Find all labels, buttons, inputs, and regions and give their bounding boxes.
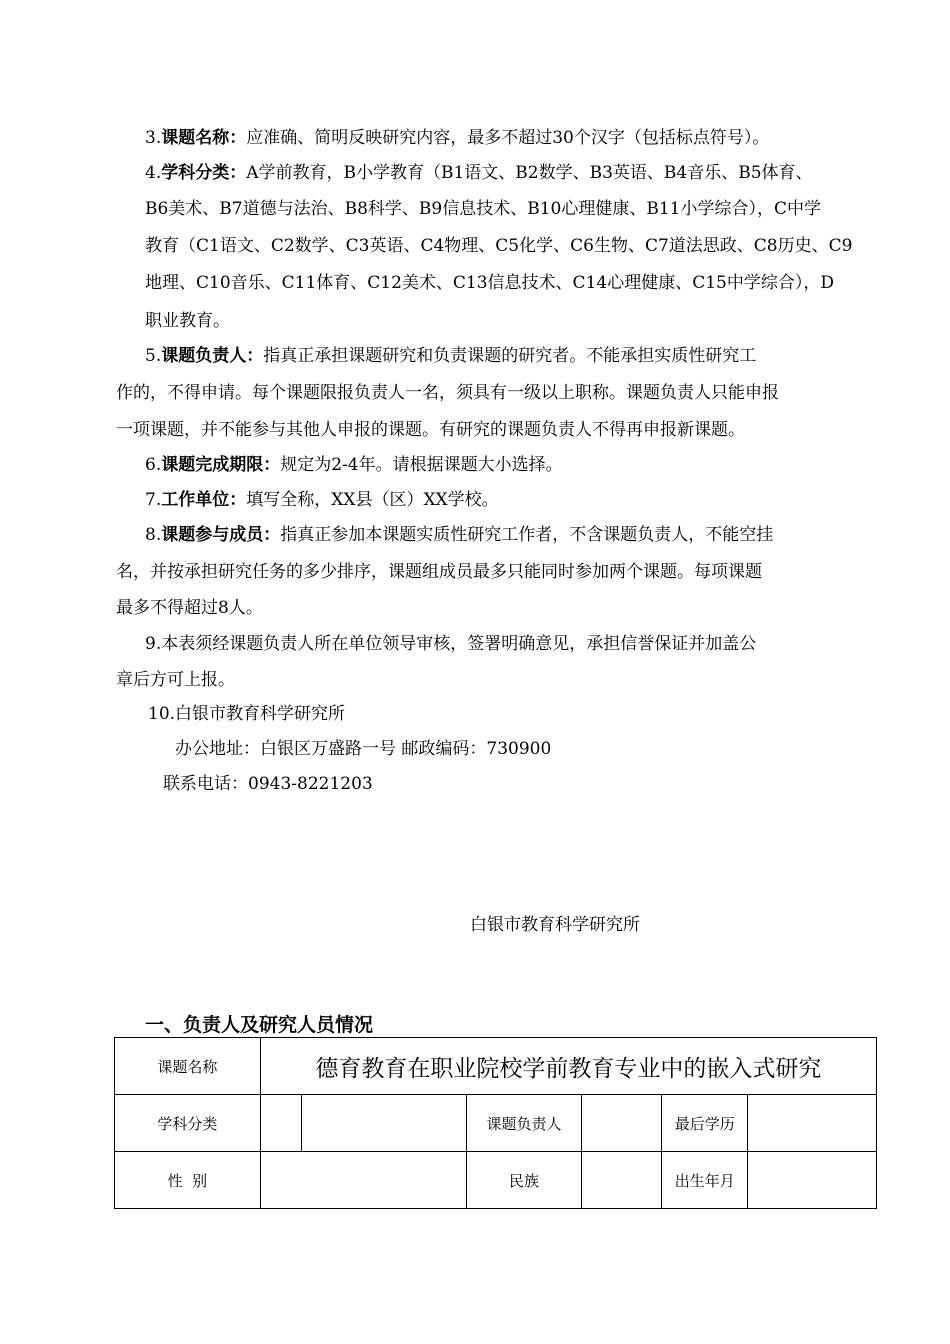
- education-label: 最后学历: [662, 1095, 748, 1152]
- ethnicity-value-field[interactable]: [582, 1152, 662, 1209]
- gender-label: 性 别: [115, 1152, 261, 1209]
- note-4-line3: 教育（C1语文、C2数学、C3英语、C4物理、C5化学、C6生物、C7道法思政、C8历史、C9: [145, 236, 853, 256]
- note-5-line2: 作的，不得申请。每个课题限报负责人一名，须具有一级以上职称。课题负责人只能申报: [116, 383, 779, 403]
- birth-value-field[interactable]: [748, 1152, 877, 1209]
- subject-value-field[interactable]: [301, 1095, 466, 1152]
- office-address: 办公地址：白银区万盛路一号 邮政编码：730900: [175, 739, 552, 759]
- note-5-line3: 一项课题，并不能参与其他人申报的课题。有研究的课题负责人不得再申报新课题。: [116, 420, 745, 440]
- leader-value-field[interactable]: [582, 1095, 662, 1152]
- subject-code-field[interactable]: [260, 1095, 301, 1152]
- note-8-line3: 最多不得超过8人。: [116, 598, 263, 618]
- note-4-line4: 地理、C10音乐、C11体育、C12美术、C13信息技术、C14心理健康、C15中学综合），D: [145, 273, 834, 293]
- project-name-value[interactable]: 德育教育在职业院校学前教育专业中的嵌入式研究: [260, 1038, 876, 1095]
- gender-value-field[interactable]: [260, 1152, 466, 1209]
- project-name-label: 课题名称: [115, 1038, 261, 1095]
- note-7: 7.工作单位：填写全称，XX县（区）XX学校。: [145, 490, 499, 510]
- ethnicity-label: 民族: [466, 1152, 582, 1209]
- note-8-line2: 名，并按承担研究任务的多少排序，课题组成员最多只能同时参加两个课题。每项课题: [116, 562, 762, 582]
- note-9-line2: 章后方可上报。: [116, 670, 235, 690]
- subject-label: 学科分类: [115, 1095, 261, 1152]
- note-3: 3.课题名称：应准确、简明反映研究内容，最多不超过30个汉字（包括标点符号）。: [145, 128, 770, 148]
- note-4-line2: B6美术、B7道德与法治、B8科学、B9信息技术、B10心理健康、B11小学综合），C中学: [145, 199, 821, 219]
- leader-label: 课题负责人: [466, 1095, 582, 1152]
- signature-organization: 白银市教育科学研究所: [470, 915, 640, 935]
- note-8: 8.课题参与成员：指真正参加本课题实质性研究工作者，不含课题负责人，不能空挂: [145, 525, 774, 545]
- birth-label: 出生年月: [662, 1152, 748, 1209]
- note-4-line5: 职业教育。: [145, 311, 230, 331]
- note-5: 5.课题负责人：指真正承担课题研究和负责课题的研究者。不能承担实质性研究工: [145, 346, 757, 366]
- note-4: 4.学科分类：A学前教育，B小学教育（B1语文、B2数学、B3英语、B4音乐、B5体育、: [145, 163, 813, 183]
- section-title: 一、负责人及研究人员情况: [145, 1014, 374, 1036]
- note-6: 6.课题完成期限：规定为2-4年。请根据课题大小选择。: [145, 455, 563, 475]
- education-value-field[interactable]: [748, 1095, 877, 1152]
- contact-phone: 联系电话：0943-8221203: [163, 774, 373, 794]
- researcher-info-table: [114, 1037, 877, 1209]
- note-10: 10.白银市教育科学研究所: [148, 704, 346, 724]
- note-9: 9.本表须经课题负责人所在单位领导审核，签署明确意见，承担信誉保证并加盖公: [145, 634, 757, 654]
